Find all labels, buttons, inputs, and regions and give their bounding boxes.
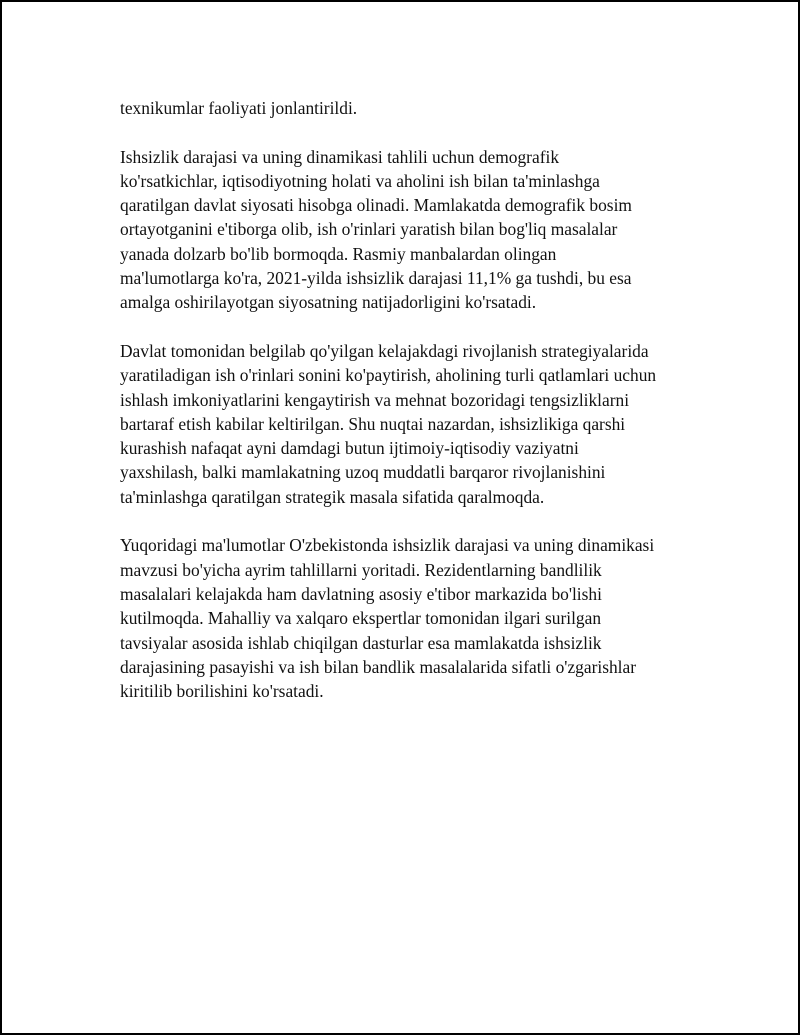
text-line: yaxshilash, balki mamlakatning uzoq muddatli barqaror rivojlanishini: [120, 462, 606, 483]
text-line: ta'minlashga qaratilgan strategik masala sifatida qaralmoqda.: [120, 486, 545, 507]
text-line: ma'lumotlarga ko'ra, 2021-yilda ishsizlik darajasi 11,1% ga tushdi, bu esa: [120, 268, 632, 289]
text-line: Davlat tomonidan belgilab qo'yilgan kelajakdagi rivojlanish strategiyalarida: [120, 340, 649, 361]
paragraph: [120, 339, 700, 509]
text-line: Ishsizlik darajasi va uning dinamikasi tahlili uchun demografik: [120, 146, 560, 167]
document-body: [120, 96, 700, 728]
text-line: mavzusi bo'yicha ayrim tahlillarni yoritadi. Rezidentlarning bandlilik: [120, 559, 602, 580]
text-line: yanada dolzarb bo'lib bormoqda. Rasmiy manbalardan olingan: [120, 243, 557, 264]
text-line: ishlash imkoniyatlarini kengaytirish va mehnat bozoridagi tengsizliklarni: [120, 389, 630, 410]
text-line: kiritilib borilishini ko'rsatadi.: [120, 681, 324, 702]
text-line: ortayotganini e'tiborga olib, ish o'rinlari yaratish bilan bog'liq masalalar: [120, 219, 618, 240]
text-line: masalalari kelajakda ham davlatning asosiy e'tibor markazida bo'lishi: [120, 583, 602, 604]
text-line: kurashish nafaqat ayni damdagi butun ijtimoiy-iqtisodiy vaziyatni: [120, 438, 579, 459]
text-line: darajasining pasayishi va ish bilan bandlik masalalarida sifatli o'zgarishlar: [120, 656, 637, 677]
paragraph: [120, 533, 700, 703]
text-line: tavsiyalar asosida ishlab chiqilgan dasturlar esa mamlakatda ishsizlik: [120, 632, 602, 653]
text-line: bartaraf etish kabilar keltirilgan. Shu nuqtai nazardan, ishsizlikiga qarshi: [120, 413, 626, 434]
text-line: texnikumlar faoliyati jonlantirildi.: [120, 98, 358, 118]
paragraph: [120, 96, 700, 120]
paragraph: [120, 145, 700, 315]
text-line: Yuqoridagi ma'lumotlar O'zbekistonda ishsizlik darajasi va uning dinamikasi: [120, 535, 655, 556]
text-line: yaratiladigan ish o'rinlari sonini ko'paytirish, aholining turli qatlamlari uchun: [120, 365, 657, 386]
text-line: ko'rsatkichlar, iqtisodiyotning holati va aholini ish bilan ta'minlashga: [120, 170, 600, 191]
text-line: kutilmoqda. Mahalliy va xalqaro ekspertlar tomonidan ilgari surilgan: [120, 608, 602, 629]
text-line: amalga oshirilayotgan siyosatning natijadorligini ko'rsatadi.: [120, 292, 537, 313]
text-line: qaratilgan davlat siyosati hisobga olinadi. Mamlakatda demografik bosim: [120, 195, 632, 216]
